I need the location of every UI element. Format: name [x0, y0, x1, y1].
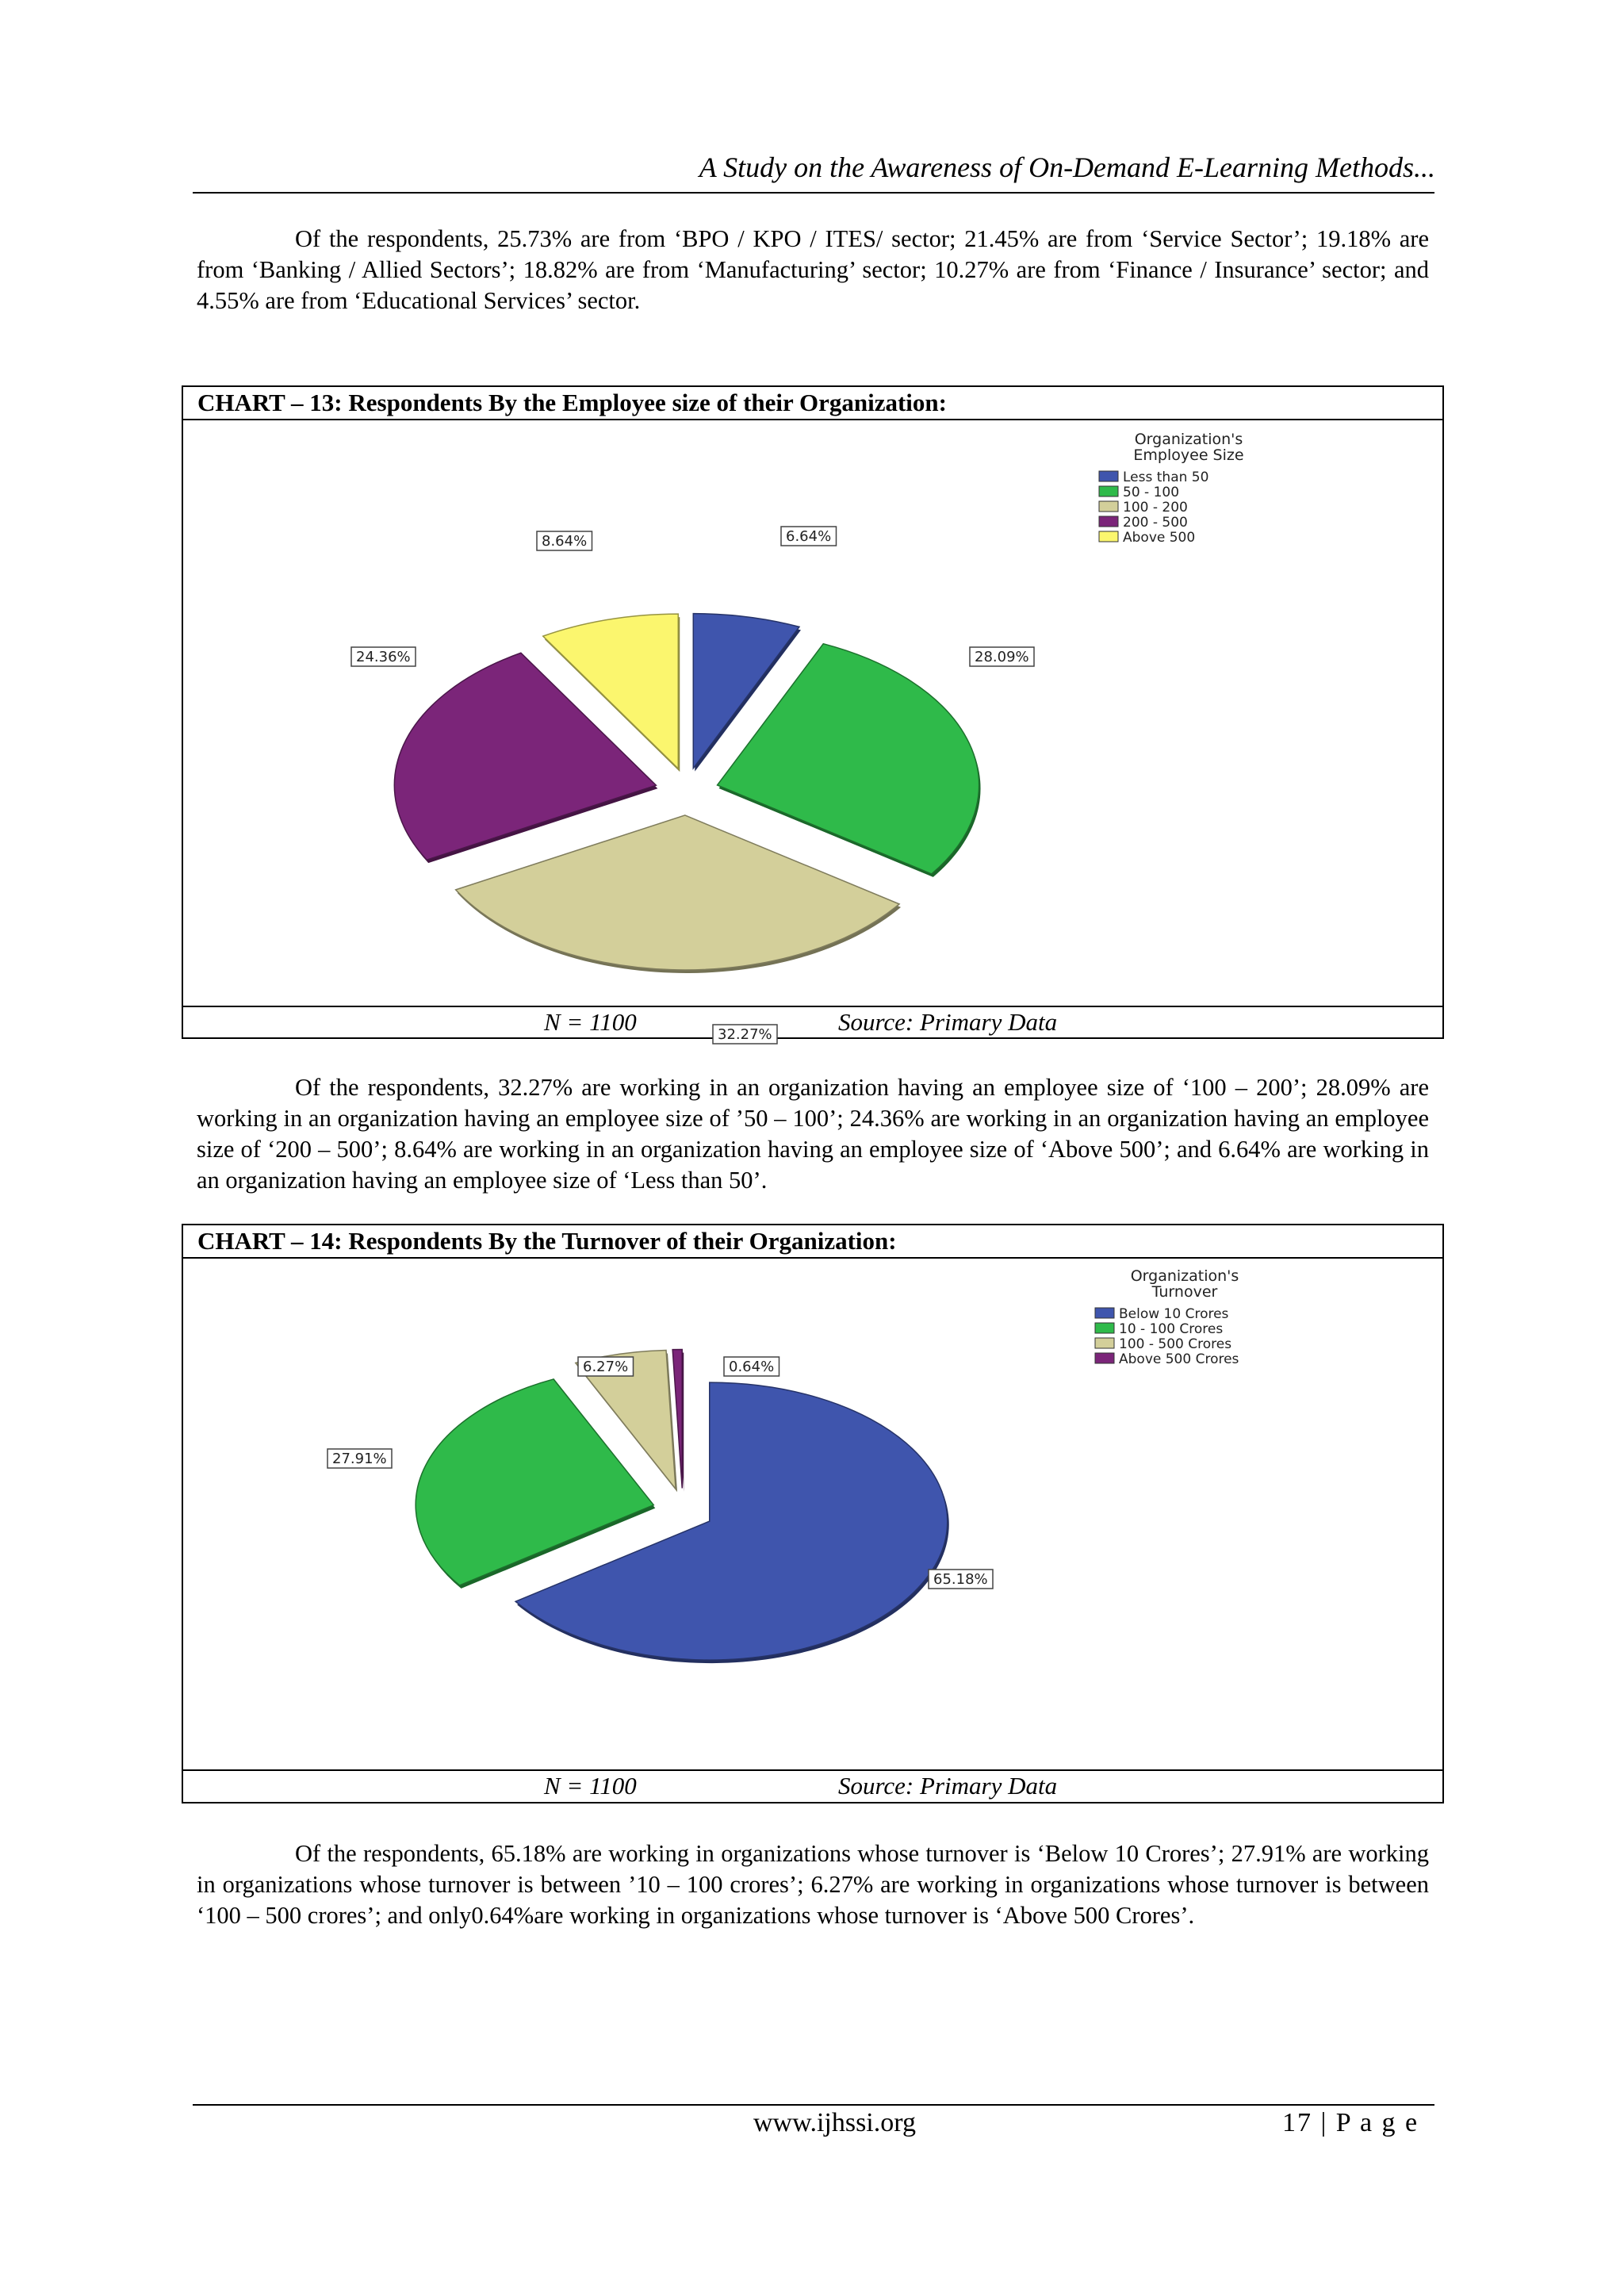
- chart-13-footer: [183, 1006, 1442, 1041]
- data-label: 24.36%: [356, 649, 411, 665]
- chart-13-n: N = 1100: [544, 1008, 637, 1036]
- legend-swatch: [1095, 1338, 1114, 1348]
- legend-swatch: [1099, 501, 1118, 512]
- paragraph-turnover: Of the respondents, 65.18% are working in organizations whose turnover is ‘Below 10 Crores’; 27.91% are working in organizations whose turnover is between ’10 – 100 crores’; 6.27% are working in organizations whose turnover is between ‘100 – 500 crores’; and only0.64%are working in organizations whose turnover is ‘Above 500 Crores’.: [197, 1840, 1429, 1929]
- legend-title: Employee Size: [1133, 447, 1244, 464]
- chart-14-box: [182, 1224, 1444, 1803]
- chart-13-title: CHART – 13: Respondents By the Employee size of their Organization:: [183, 387, 1442, 420]
- data-label: 0.64%: [729, 1359, 775, 1375]
- running-header: A Study on the Awareness of On-Demand E-Learning Methods...: [699, 151, 1435, 183]
- paragraph-sectors: Of the respondents, 25.73% are from ‘BPO / KPO / ITES/ sector; 21.45% are from ‘Service Sector’; 19.18% are from ‘Banking / Allied Sectors’; 18.82% are from ‘Manufacturing’ sector; 10.27% are from ‘Finance / Insurance’ sector; and 4.55% are from ‘Educational Services’ sector.: [197, 225, 1429, 314]
- legend-label: 50 - 100: [1123, 485, 1180, 500]
- data-label: 28.09%: [975, 649, 1029, 665]
- data-label: 32.27%: [718, 1026, 772, 1043]
- legend-title: Organization's: [1130, 1267, 1239, 1285]
- legend-label: 100 - 200: [1123, 500, 1188, 516]
- chart-13-source: Source: Primary Data: [838, 1008, 1058, 1036]
- data-label: 8.64%: [542, 533, 588, 550]
- legend-swatch: [1095, 1323, 1114, 1333]
- legend-title: Organization's: [1134, 431, 1243, 448]
- chart-13-box: [182, 385, 1444, 1043]
- legend-swatch: [1099, 471, 1118, 481]
- chart-14-footer: [183, 1769, 1442, 1805]
- legend-label: Less than 50: [1123, 470, 1209, 485]
- legend-label: 100 - 500 Crores: [1119, 1336, 1232, 1352]
- data-label: 6.27%: [583, 1359, 629, 1375]
- footer-rule: [193, 2104, 1434, 2106]
- chart-14-pie: [183, 1259, 1442, 1766]
- footer-page-number: 17 | P a g e: [1282, 2108, 1419, 2137]
- legend-swatch: [1095, 1353, 1114, 1363]
- data-label: 27.91%: [332, 1451, 387, 1467]
- legend-swatch: [1099, 516, 1118, 527]
- chart-14-title: CHART – 14: Respondents By the Turnover of their Organization:: [183, 1225, 1442, 1259]
- chart-14-area: [183, 1259, 1442, 1766]
- legend-title: Turnover: [1151, 1283, 1218, 1301]
- legend-swatch: [1095, 1308, 1114, 1318]
- data-label: 6.64%: [786, 528, 832, 545]
- chart-14-source: Source: Primary Data: [838, 1772, 1058, 1800]
- legend-label: 200 - 500: [1123, 515, 1188, 531]
- legend-label: Above 500 Crores: [1119, 1351, 1239, 1367]
- chart-14-n: N = 1100: [544, 1772, 637, 1800]
- legend-swatch: [1099, 486, 1118, 496]
- paragraph-employee-size: Of the respondents, 32.27% are working in an organization having an employee size of ‘100 – 200’; 28.09% are working in an organization having an employee size of ’50 – 100’; 24.36% are working in an organization having an employee size of ‘200 – 500’; 8.64% are working in an organization having an employee size of ‘Above 500’; and 6.64% are working in an organization having an employee size of ‘Less than 50’.: [197, 1074, 1429, 1194]
- footer-url: www.ijhssi.org: [753, 2108, 916, 2137]
- legend-label: Below 10 Crores: [1119, 1306, 1229, 1322]
- header-rule: [193, 192, 1434, 194]
- legend-swatch: [1099, 531, 1118, 542]
- pie-slice-100-200: [456, 815, 899, 970]
- legend-label: 10 - 100 Crores: [1119, 1321, 1224, 1337]
- legend-label: Above 500: [1123, 530, 1196, 546]
- data-label: 65.18%: [933, 1571, 988, 1588]
